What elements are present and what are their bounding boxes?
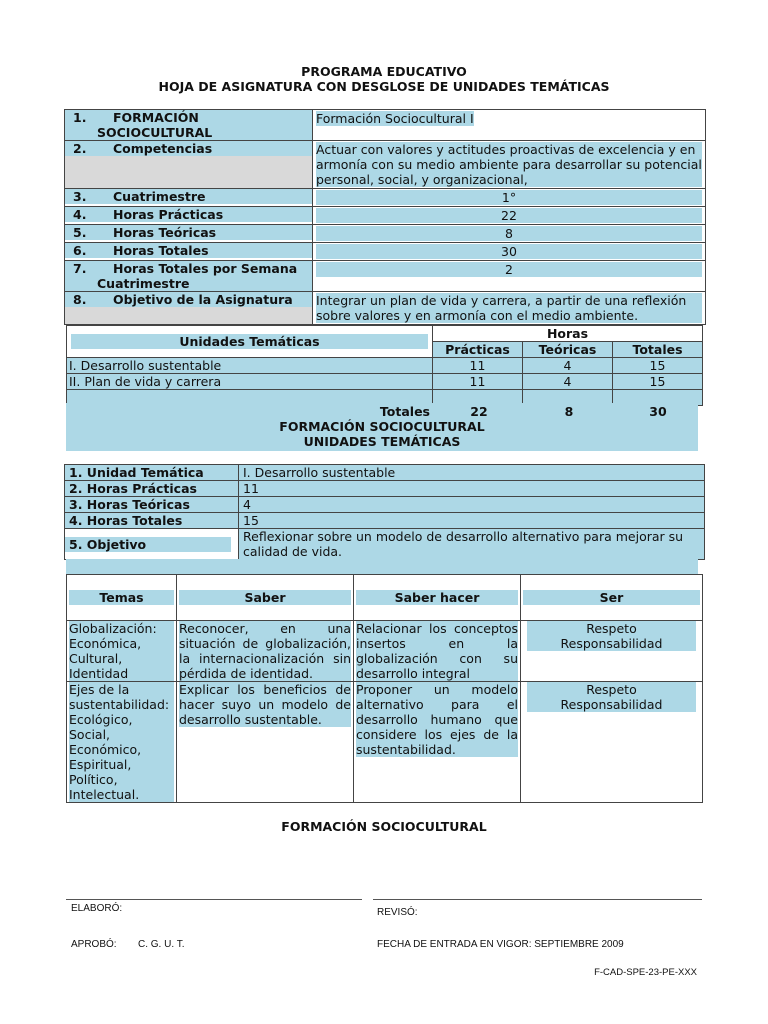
topic-row [67, 682, 703, 803]
info-value: Formación Sociocultural I [316, 111, 474, 126]
saber-cell: Reconocer, en una situación de globalización, la internacionalización sin pérdida de identidad. [179, 621, 351, 681]
detail-value: 4 [239, 497, 704, 512]
info-row: 4. Horas Prácticas 22 [65, 207, 706, 225]
info-row: 1. FORMACIÓN SOCIOCULTURAL Formación Sociocultural I [65, 110, 706, 141]
info-label: FORMACIÓN [113, 110, 199, 125]
footer-title: FORMACIÓN SOCIOCULTURAL [281, 819, 487, 834]
tema-cell: Globalización: Económica, Cultural, Identidad [69, 621, 174, 681]
detail-row [65, 529, 705, 560]
detail-label: 4. Horas Totales [65, 513, 238, 528]
document-header [0, 64, 768, 94]
document-code: F-CAD-SPE-23-PE-XXX [594, 967, 697, 978]
info-row: 2. Competencias Actuar con valores y actitudes proactivas de excelencia y en armonía con su medio ambiente para desarrollar su potencial personal, social, y organizacional, [65, 141, 706, 189]
ser-header: Ser [523, 590, 700, 605]
detail-label: 2. Horas Prácticas [65, 481, 238, 496]
elaboro-label: ELABORÓ: [71, 903, 123, 914]
info-value: 1° [316, 190, 702, 205]
topics-table [66, 574, 703, 803]
info-label-cont: SOCIOCULTURAL [97, 125, 213, 140]
info-row: 7. Horas Totales por Semana Cuatrimestre 2 [65, 261, 706, 292]
detail-value: 15 [239, 513, 704, 528]
detail-value: I. Desarrollo sustentable [239, 465, 704, 480]
totals-label: Totales [379, 404, 430, 419]
info-label: Cuatrimestre [113, 189, 206, 204]
total-practicas: 22 [470, 404, 488, 419]
info-row: 6. Horas Totales 30 [65, 243, 706, 261]
unit-detail-table [64, 464, 705, 560]
total-totales: 30 [649, 404, 667, 419]
info-label: Horas Totales [113, 243, 209, 258]
ser-cell: Respeto Responsabilidad [527, 621, 696, 651]
unit-row: II. Plan de vida y carrera 11 4 15 [67, 374, 703, 390]
subject-info-table [64, 109, 706, 325]
info-value: 22 [316, 208, 702, 223]
units-hours-table [66, 325, 703, 406]
detail-label: 5. Objetivo [65, 537, 231, 552]
tema-cell: Ejes de la sustentabilidad: Ecológico, Social, Económico, Espiritual, Político, Intelectual. [69, 682, 174, 802]
info-row: 3. Cuatrimestre 1° [65, 189, 706, 207]
saber-hacer-cell: Relacionar los conceptos insertos en la globalización con su desarrollo integral [356, 621, 518, 681]
info-value: 8 [316, 226, 702, 241]
detail-band [66, 559, 698, 574]
detail-row [65, 481, 705, 497]
teoricas-header: Teóricas [523, 342, 612, 357]
detail-row [65, 513, 705, 529]
elaboro-signature-line [66, 899, 362, 900]
ser-cell: Respeto Responsabilidad [527, 682, 696, 712]
detail-value: 11 [239, 481, 704, 496]
total-teoricas: 8 [564, 404, 574, 419]
unit-row: I. Desarrollo sustentable 11 4 15 [67, 358, 703, 374]
info-label: Horas Totales por Semana [113, 261, 298, 276]
reviso-signature-line [373, 899, 702, 900]
detail-label: 1. Unidad Temática [65, 465, 238, 480]
info-row: 8. Objetivo de la Asignatura Integrar un plan de vida y carrera, a partir de una reflexión sobre valores y en armonía con el medio ambiente. [65, 292, 706, 325]
hours-header: Horas [433, 326, 703, 342]
topic-row [67, 621, 703, 682]
program-title: PROGRAMA EDUCATIVO [301, 64, 467, 79]
unit-name: I. Desarrollo sustentable [67, 358, 432, 373]
info-label-cont: Cuatrimestre [97, 276, 190, 291]
info-label: Horas Teóricas [113, 225, 217, 240]
info-value: Integrar un plan de vida y carrera, a partir de una reflexión sobre valores y en armonía con el medio ambiente. [316, 293, 702, 323]
saber-hacer-header: Saber hacer [356, 590, 518, 605]
info-value: 30 [316, 244, 702, 259]
section-title: FORMACIÓN SOCIOCULTURAL UNIDADES TEMÁTICAS [279, 419, 485, 449]
sheet-title: HOJA DE ASIGNATURA CON DESGLOSE DE UNIDADES TEMÁTICAS [158, 79, 610, 94]
detail-row [65, 465, 705, 481]
info-label: Objetivo de la Asignatura [113, 292, 293, 307]
saber-hacer-cell: Proponer un modelo alternativo para el desarrollo humano que considere los ejes de la sustentabilidad. [356, 682, 518, 757]
info-value: 2 [316, 262, 702, 277]
detail-row [65, 497, 705, 513]
saber-cell: Explicar los beneficios de hacer suyo un modelo de desarrollo sustentable. [179, 682, 351, 727]
info-row: 5. Horas Teóricas 8 [65, 225, 706, 243]
aprobo-label: APROBÓ: [71, 939, 117, 950]
aprobo-value: C. G. U. T. [138, 939, 185, 950]
effective-date: FECHA DE ENTRADA EN VIGOR: SEPTIEMBRE 2009 [377, 939, 624, 950]
topics-header-row [67, 575, 703, 621]
info-value: Actuar con valores y actitudes proactivas de excelencia y en armonía con su medio ambiente para desarrollar su potencial personal, social, y organizacional, [316, 142, 702, 187]
detail-value: Reflexionar sobre un modelo de desarrollo alternativo para mejorar su calidad de vida. [239, 529, 704, 559]
detail-label: 3. Horas Teóricas [65, 497, 238, 512]
temas-header: Temas [69, 590, 174, 605]
unit-name: II. Plan de vida y carrera [67, 374, 432, 389]
practicas-header: Prácticas [433, 342, 522, 357]
reviso-label: REVISÓ: [377, 907, 418, 918]
units-header: Unidades Temáticas [71, 334, 428, 349]
saber-header: Saber [179, 590, 351, 605]
totales-header: Totales [613, 342, 702, 357]
info-label: Horas Prácticas [113, 207, 224, 222]
info-label: Competencias [113, 141, 213, 156]
